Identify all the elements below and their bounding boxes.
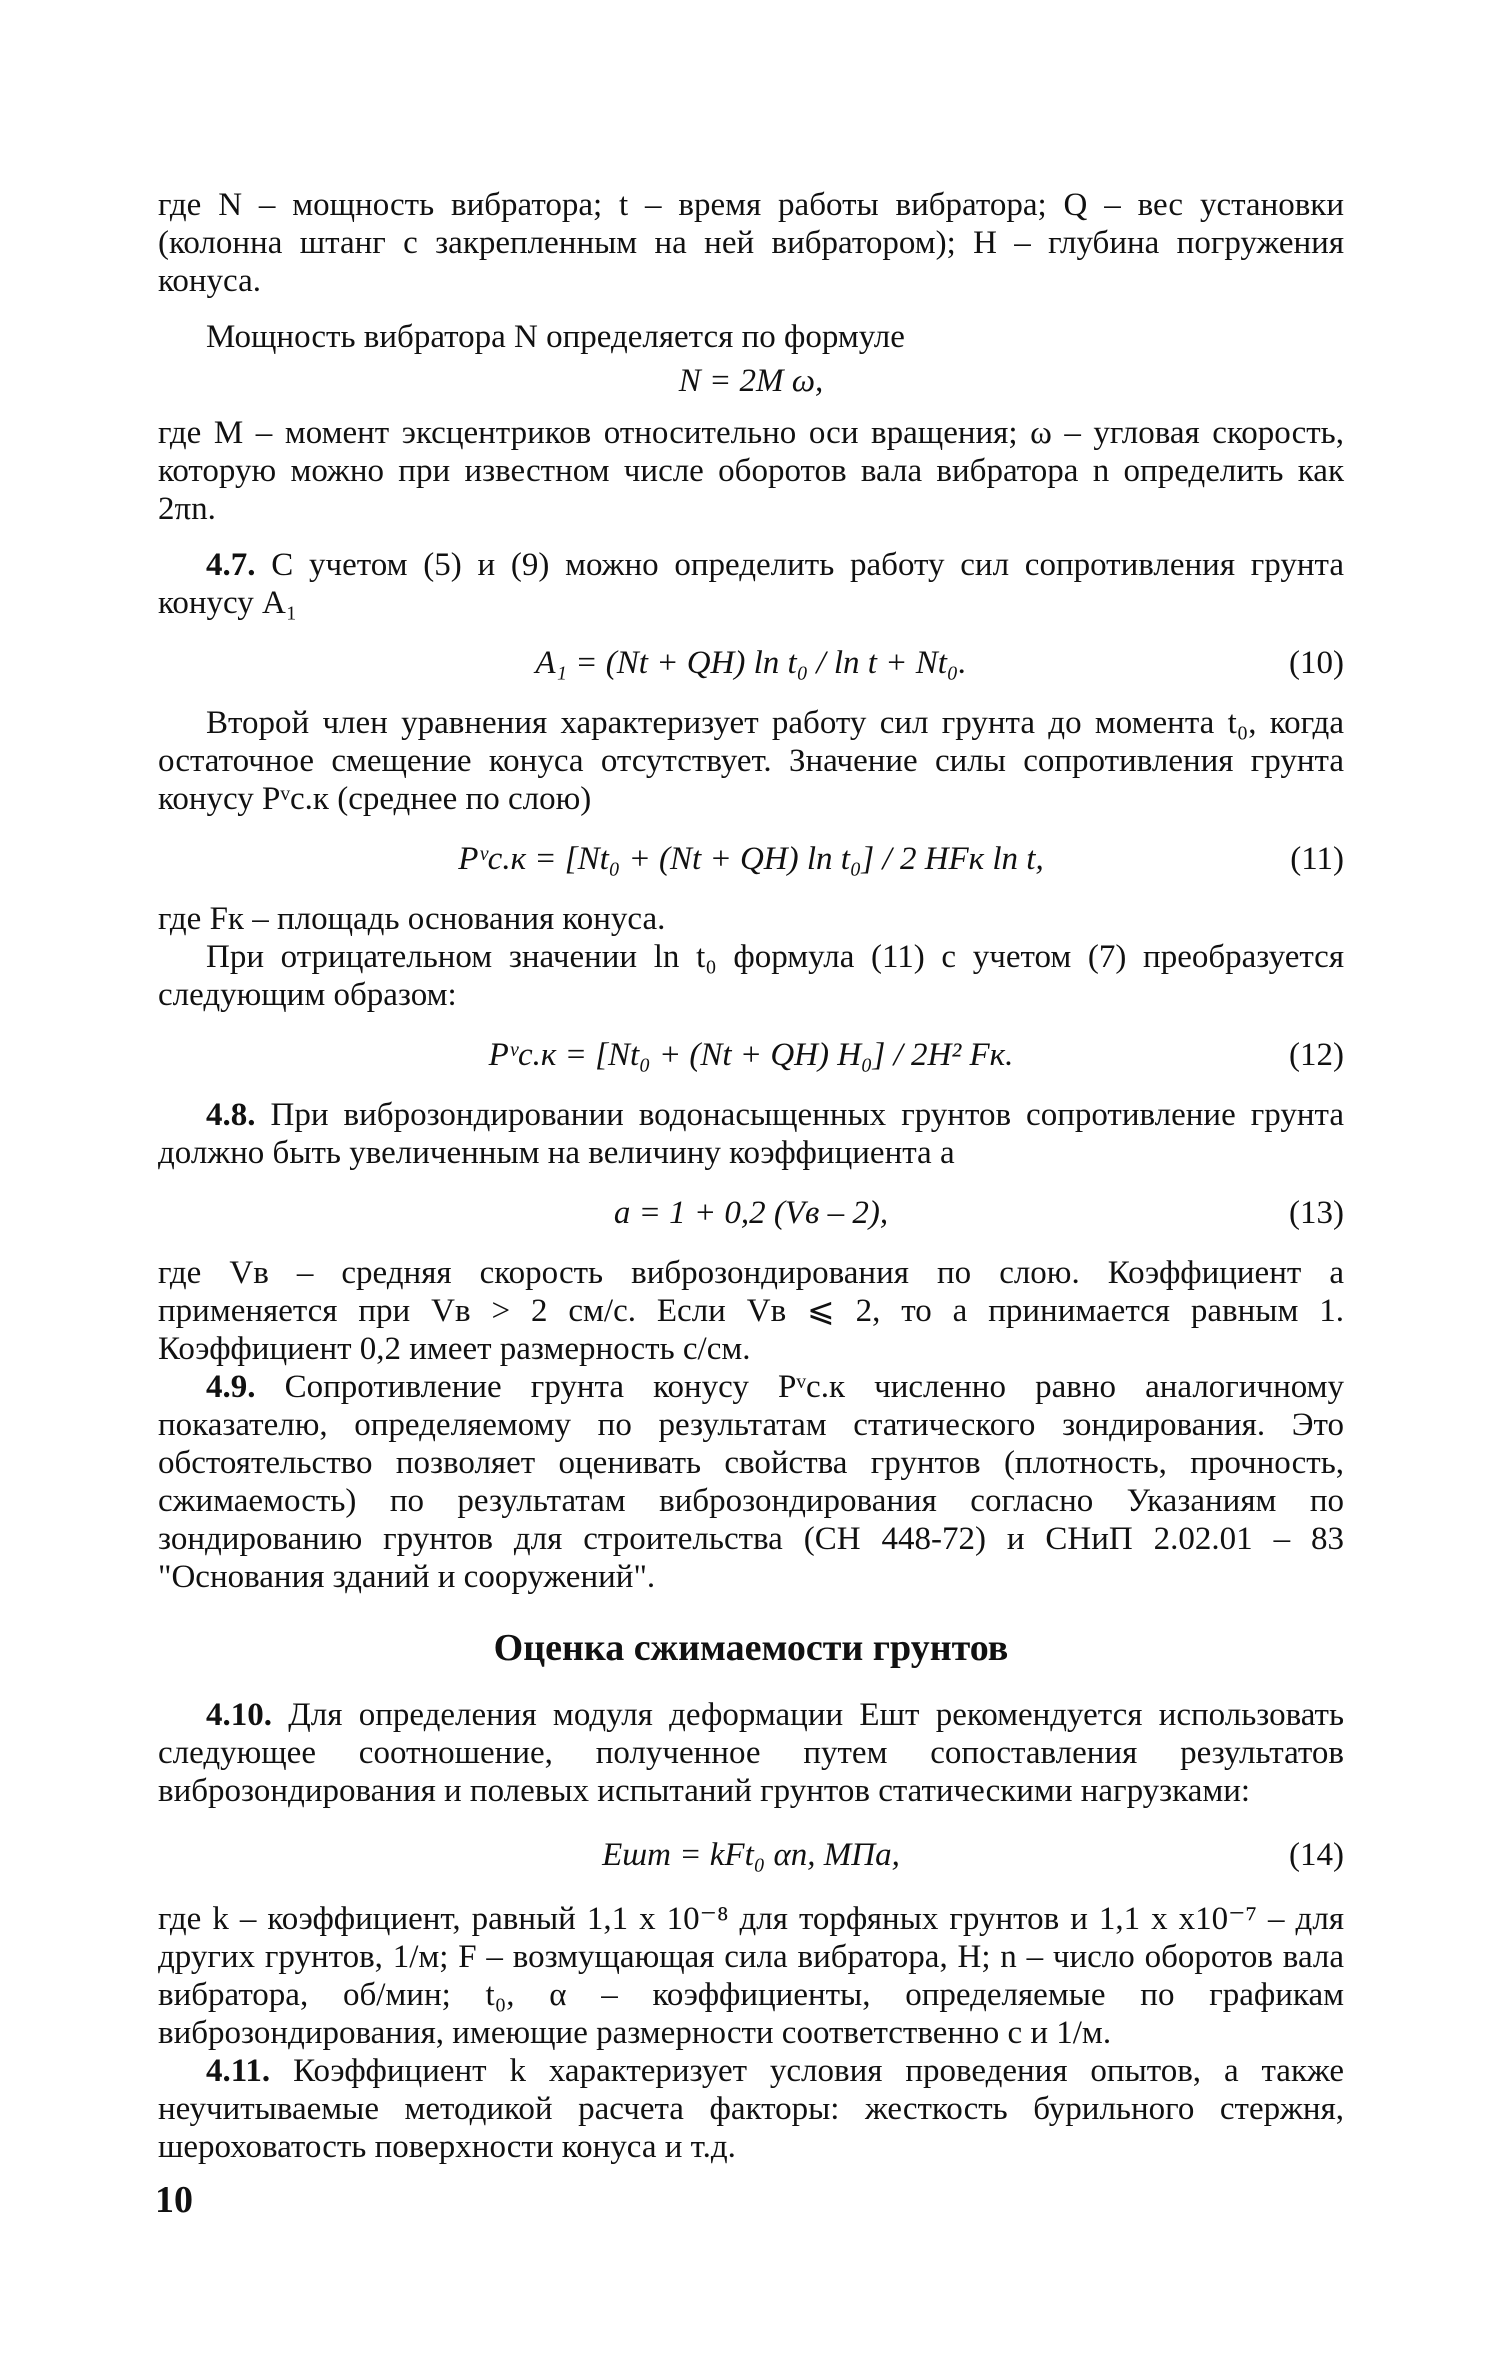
paragraph-negative-ln: При отрицательном значении ln t₀ формула (11) с учетом (7) преобразуется следующим образом: bbox=[158, 939, 1344, 1013]
paragraph-coefficients: где k – коэффициент, равный 1,1 x 10⁻⁸ для торфяных грунтов и 1,1 x x10⁻⁷ – для других грунтов, 1/м; F – возмущающая сила вибратора, Н; n – число оборотов вала вибратора, об/мин; t₀, α – коэффициенты, определяемые по графикам виброзондирования, имеющие размерности соответственно с и 1/м. bbox=[158, 1901, 1344, 2051]
paragraph-4-7: 4.7. С учетом (5) и (9) можно определить работу сил сопротивления грунта конусу A₁ bbox=[158, 547, 1344, 621]
paragraph-area: где Fк – площадь основания конуса. bbox=[158, 901, 666, 937]
paragraph-moment: где M – момент эксцентриков относительно оси вращения; ω – угловая скорость, которую можно при известном числе оборотов вала вибратора n определить как 2πn. bbox=[158, 415, 1344, 527]
formula-10: A₁ = (Nt + QH) ln t₀ / ln t + Nt₀. (10) bbox=[535, 645, 1344, 681]
paragraph-4-9: 4.9. Сопротивление грунта конусу Pᵛс.к численно равно аналогичному показателю, определяемому по результатам статического зондирования. Это обстоятельство позволяет оценивать свойства грунтов (плотность, прочность, сжимаемость) по результатам виброзондирования согласно Указаниям по зондированию грунтов для строительства (СН 448-72) и СНиП 2.02.01 – 83 "Основания зданий и сооружений". bbox=[158, 1369, 1344, 1595]
formula-13: a = 1 + 0,2 (Vв – 2), (13) bbox=[613, 1195, 1344, 1231]
page-body bbox=[158, 186, 1344, 2166]
formula-14: Eшт = kFt₀ αn, МПа, (14) bbox=[602, 1837, 1344, 1873]
page-number: 10 bbox=[155, 2179, 193, 2221]
paragraph-power-intro: Мощность вибратора N определяется по формуле bbox=[206, 319, 905, 355]
section-heading: Оценка сжимаемости грунтов bbox=[493, 1627, 1009, 1669]
paragraph-4-10: 4.10. Для определения модуля деформации Eшт рекомендуется использовать следующее соотношение, полученное путем сопоставления результатов виброзондирования и полевых испытаний грунтов статическими нагрузками: bbox=[158, 1697, 1344, 1809]
formula-12: Pᵛс.к = [Nt₀ + (Nt + QH) H₀] / 2H² Fк. (12) bbox=[488, 1037, 1344, 1073]
paragraph-variables: где N – мощность вибратора; t – время работы вибратора; Q – вес установки (колонна штанг с закрепленным на ней вибратором); H – глубина погружения конуса. bbox=[158, 187, 1344, 299]
formula-power: N = 2M ω, bbox=[678, 363, 824, 399]
paragraph-4-8: 4.8. При виброзондировании водонасыщенных грунтов сопротивление грунта должно быть увеличенным на величину коэффициента a bbox=[158, 1097, 1344, 1171]
paragraph-4-11: 4.11. Коэффициент k характеризует условия проведения опытов, а также неучитываемые методикой расчета факторы: жесткость бурильного стержня, шероховатость поверхности конуса и т.д. bbox=[158, 2053, 1344, 2165]
formula-11: Pᵛс.к = [Nt₀ + (Nt + QH) ln t₀] / 2 HFк ln t, (11) bbox=[458, 841, 1344, 877]
paragraph-second-term: Второй член уравнения характеризует работу сил грунта до момента t₀, когда остаточное смещение конуса отсутствует. Значение силы сопротивления грунта конусу Pᵛс.к (среднее по слою) bbox=[158, 705, 1344, 817]
paragraph-velocity: где Vв – средняя скорость виброзондирования по слою. Коэффициент a применяется при Vв > 2 см/с. Если Vв ⩽ 2, то a принимается равным 1. Коэффициент 0,2 имеет размерность с/см. bbox=[158, 1255, 1344, 1367]
